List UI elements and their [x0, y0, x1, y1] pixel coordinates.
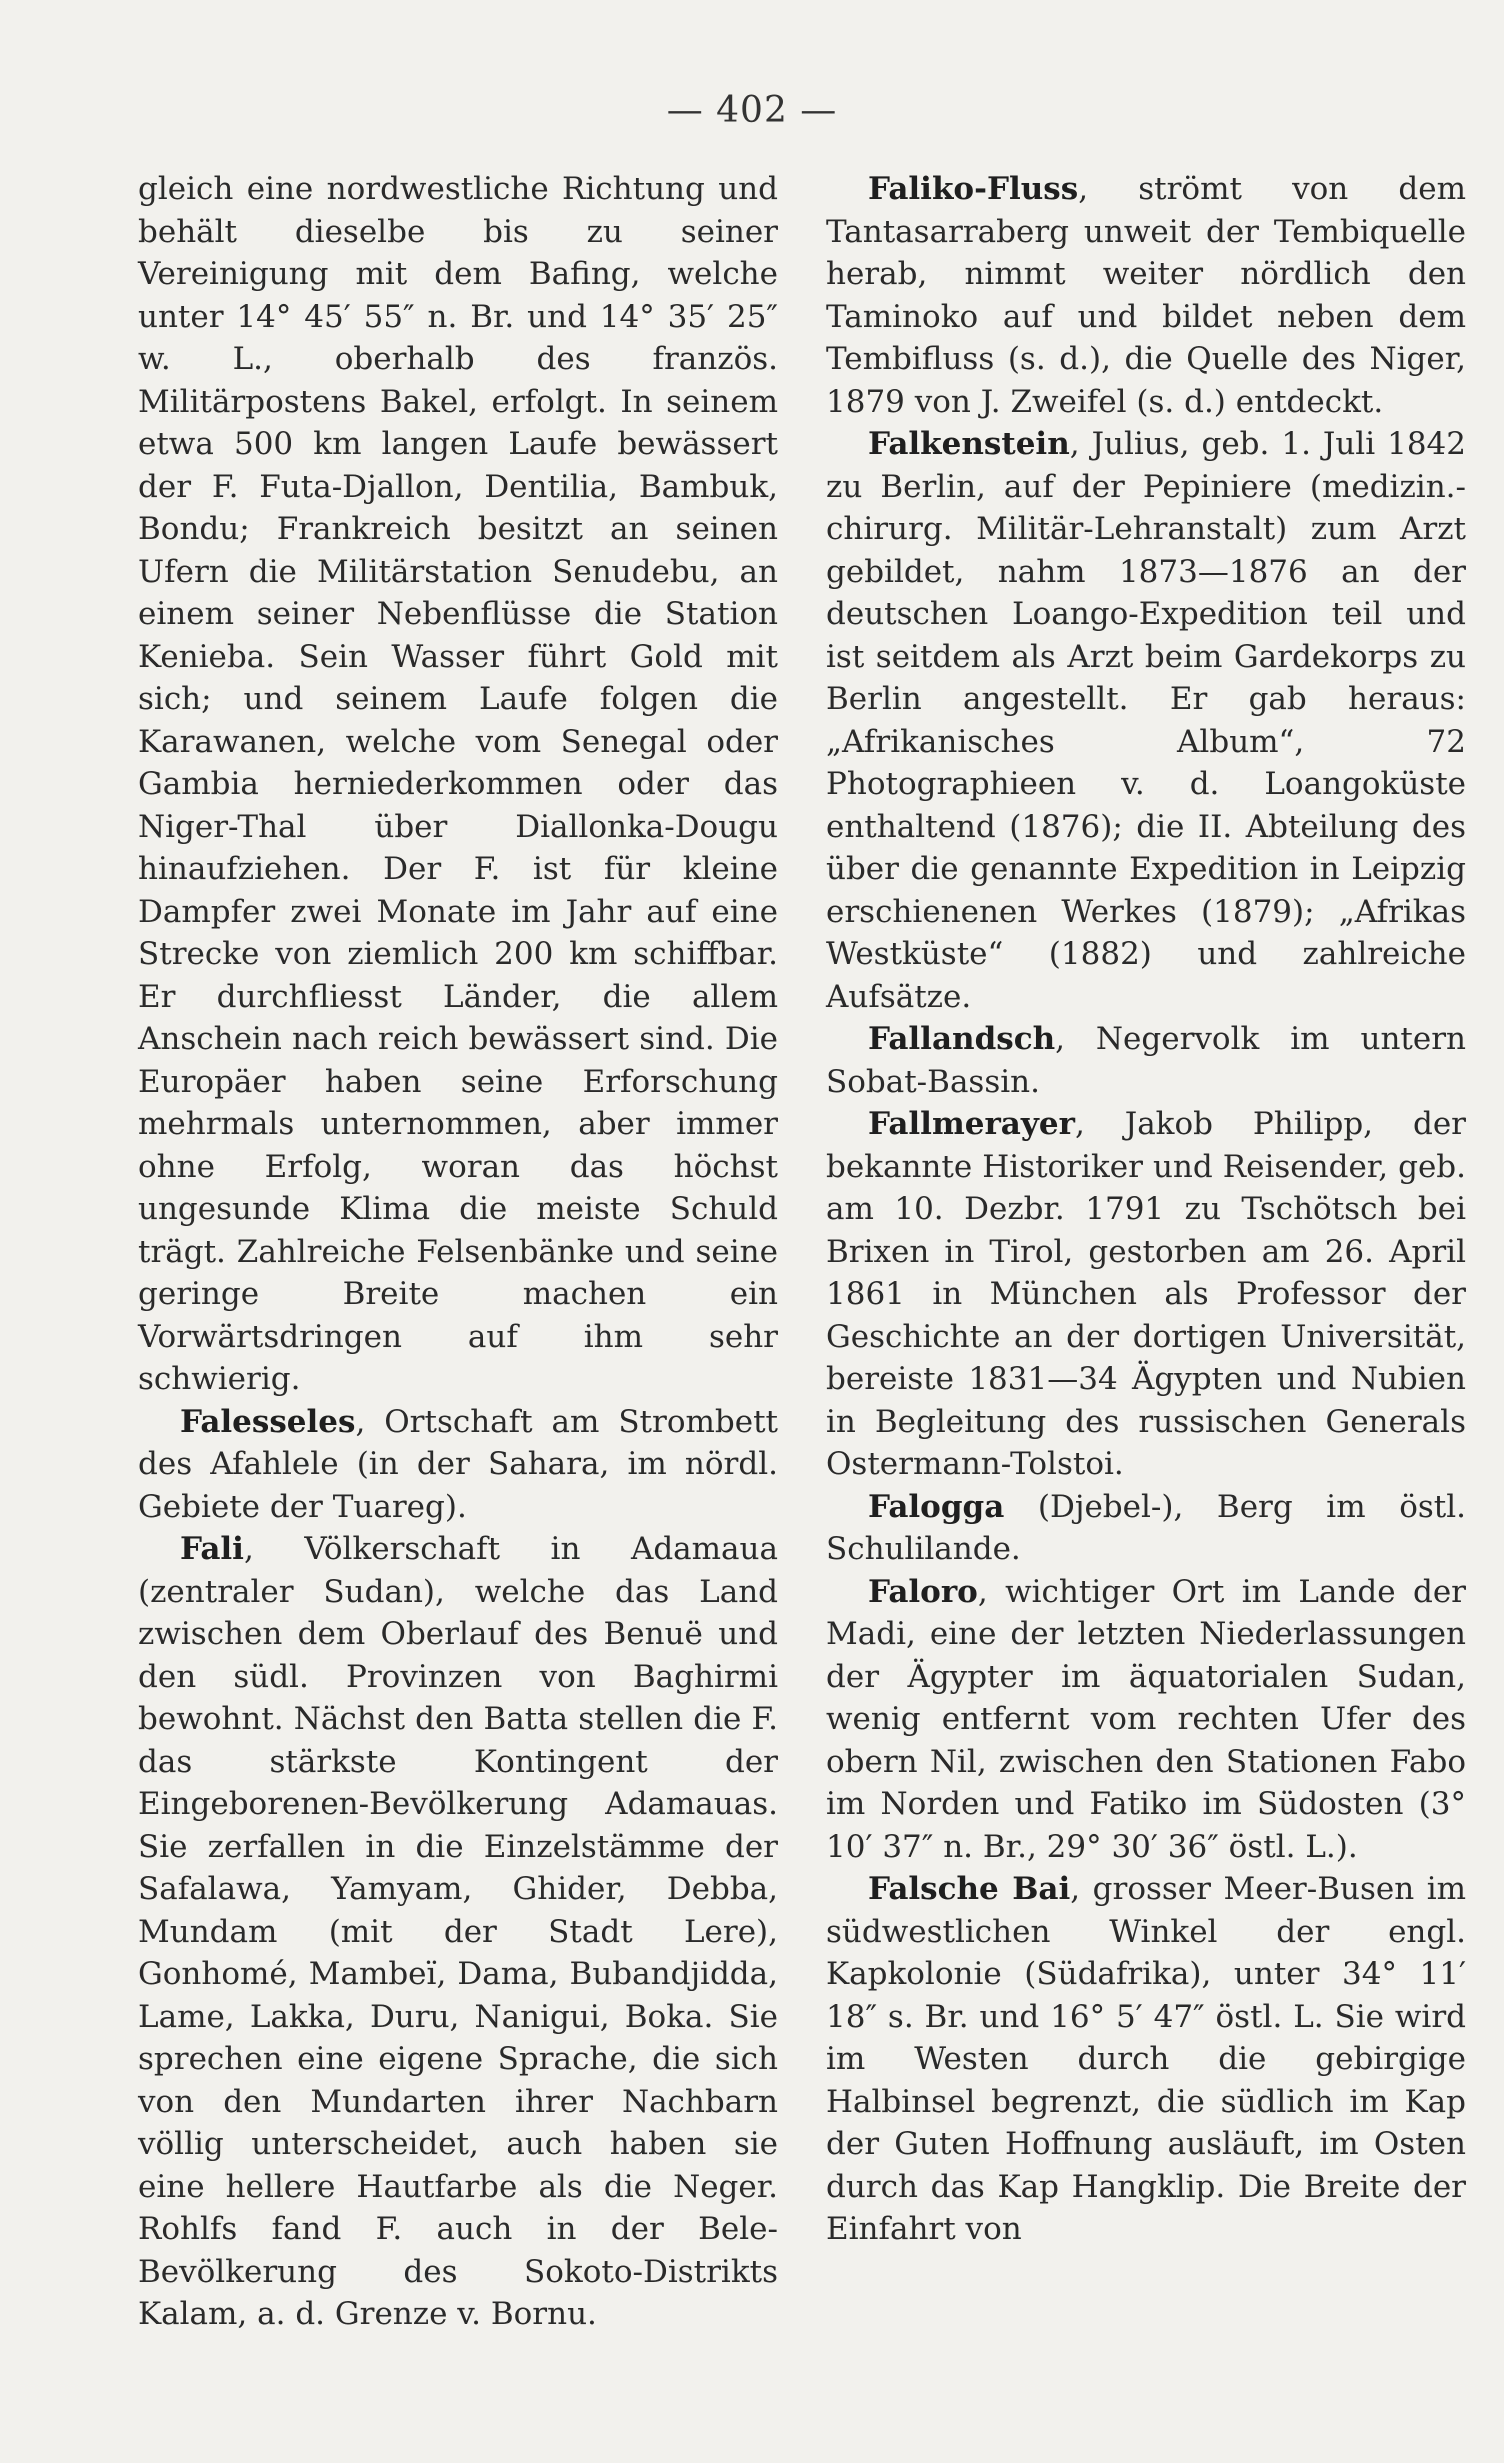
entry-text: , Negervolk im untern Sobat-Bassin.: [826, 1021, 1466, 1100]
entry-falogga: [826, 1486, 1466, 1571]
entry-faliko-fluss: [826, 168, 1466, 423]
entry-text: , strömt von dem Tantasarraberg unweit der Tembiquelle herab, nimmt weiter nördlich den Taminoko auf und bildet neben dem Tembifluss (s. d.), die Quelle des Niger, 1879 von J. Zweifel (s. d.) entdeckt.: [826, 171, 1466, 420]
page-number: — 402 —: [666, 90, 838, 131]
entry-headword: Fallmerayer: [868, 1106, 1075, 1142]
left-column: [138, 168, 778, 2336]
entry-headword: Falsche Bai: [868, 1871, 1071, 1907]
entry-text: gleich eine nordwestliche Richtung und behält dieselbe bis zu seiner Vereinigung mit dem Bafing, welche unter 14° 45′ 55″ n. Br. und 14° 35′ 25″ w. L., oberhalb des französ. Militärpostens Bakel, erfolgt. In seinem etwa 500 km langen Laufe bewässert der F. Futa-Djallon, Dentilia, Bambuk, Bondu; Frankreich besitzt an seinen Ufern die Militärstation Senudebu, an einem seiner Nebenflüsse die Station Kenieba. Sein Wasser führt Gold mit sich; und seinem Laufe folgen die Karawanen, welche vom Senegal oder Gambia herniederkommen oder das Niger-Thal über Diallonka-Dougu hinaufziehen. Der F. ist für kleine Dampfer zwei Monate im Jahr auf eine Strecke von ziemlich 200 km schiffbar. Er durchfliesst Länder, die allem Anschein nach reich bewässert sind. Die Europäer haben seine Erforschung mehrmals unternommen, aber immer ohne Erfolg, woran das höchst ungesunde Klima die meiste Schuld trägt. Zahlreiche Felsenbänke und seine geringe Breite machen ein Vorwärtsdringen auf ihm sehr schwierig.: [138, 171, 778, 1397]
entry-fallandsch: [826, 1018, 1466, 1103]
entry-headword: Faliko-Fluss: [868, 171, 1079, 207]
entry-text: , Julius, geb. 1. Juli 1842 zu Berlin, auf der Pepiniere (medizin.-chirurg. Militär-Lehranstalt) zum Arzt gebildet, nahm 1873—1876 an der deutschen Loango-Expedition teil und ist seitdem als Arzt beim Gardekorps zu Berlin angestellt. Er gab heraus: „Afrikanisches Album“, 72 Photographieen v. d. Loangoküste enthaltend (1876); die II. Abteilung des über die genannte Expedition in Leipzig erschienenen Werkes (1879); „Afrikas Westküste“ (1882) und zahlreiche Aufsätze.: [826, 426, 1466, 1015]
entry-falesseles: [138, 1401, 778, 1529]
entry-text: (Djebel-), Berg im östl. Schulilande.: [826, 1488, 1466, 1567]
entry-headword: Falogga: [868, 1488, 1005, 1525]
entry-text: , Jakob Philipp, der bekannte Historiker und Reisender, geb. am 10. Dezbr. 1791 zu Tschötsch bei Brixen in Tirol, gestorben am 26. April 1861 in München als Professor der Geschichte an der dortigen Universität, bereiste 1831—34 Ägypten und Nubien in Begleitung des russischen Generals Ostermann-Tolstoi.: [826, 1106, 1466, 1482]
right-column: [826, 168, 1466, 2251]
entry-text: , wichtiger Ort im Lande der Madi, eine der letzten Niederlassungen der Ägypter im äquatorialen Sudan, wenig entfernt vom rechten Ufer des obern Nil, zwischen den Stationen Fabo im Norden und Fatiko im Südosten (3° 10′ 37″ n. Br., 29° 30′ 36″ östl. L.).: [826, 1573, 1466, 1865]
entry-fali: [138, 1528, 778, 2336]
entry-text: , grosser Meer-Busen im südwestlichen Winkel der engl. Kapkolonie (Südafrika), unter 34° 11′ 18″ s. Br. und 16° 5′ 47″ östl. L. Sie wird im Westen durch die gebirgige Halbinsel begrenzt, die südlich im Kap der Guten Hoffnung ausläuft, im Osten durch das Kap Hangklip. Die Breite der Einfahrt von: [826, 1871, 1467, 2247]
entry-falsche-bai: [826, 1868, 1466, 2251]
entry-text: , Ortschaft am Strombett des Afahlele (in der Sahara, im nördl. Gebiete der Tuareg).: [138, 1403, 778, 1525]
entry-fallmerayer: [826, 1103, 1466, 1486]
entry-headword: Fallandsch: [868, 1021, 1056, 1057]
entry-headword: Falkenstein: [868, 426, 1070, 462]
entry-falkenstein: [826, 423, 1466, 1018]
entry-faleme-continuation: [138, 168, 778, 1401]
entry-headword: Falesseles: [180, 1403, 356, 1440]
entry-text: , Völkerschaft in Adamaua (zentraler Sudan), welche das Land zwischen dem Oberlauf des Benuë und den südl. Provinzen von Baghirmi bewohnt. Nächst den Batta stellen die F. das stärkste Kontingent der Eingeborenen-Bevölkerung Adamauas. Sie zerfallen in die Einzelstämme der Safalawa, Yamyam, Ghider, Debba, Mundam (mit der Stadt Lere), Gonhomé, Mambeï, Dama, Bubandjidda, Lame, Lakka, Duru, Nanigui, Boka. Sie sprechen eine eigene Sprache, die sich von den Mundarten ihrer Nachbarn völlig unterscheidet, auch haben sie eine hellere Hautfarbe als die Neger. Rohlfs fand F. auch in der Bele-Bevölkerung des Sokoto-Distrikts Kalam, a. d. Grenze v. Bornu.: [138, 1531, 778, 2332]
entry-headword: Faloro: [868, 1573, 978, 1610]
entry-headword: Fali: [180, 1531, 244, 1567]
entry-faloro: [826, 1571, 1466, 1869]
